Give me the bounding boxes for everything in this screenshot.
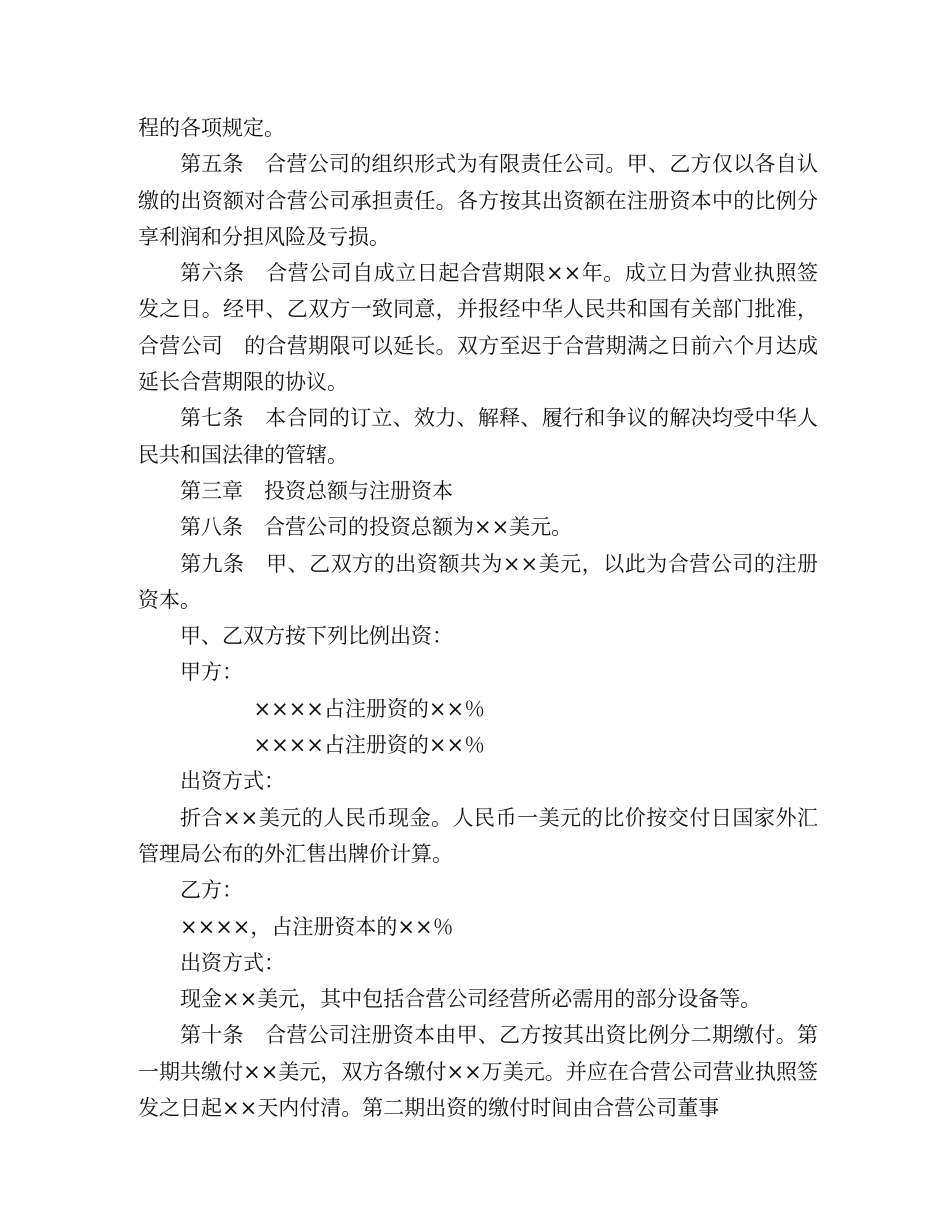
article-9: 第九条 甲、乙双方的出资额共为××美元，以此为合营公司的注册资本。 xyxy=(138,551,818,612)
article-8: 第八条 合营公司的投资总额为××美元。 xyxy=(180,515,573,540)
party-b-share: ××××，占注册资本的××％ xyxy=(180,914,454,939)
party-a-share-1: ××××占注册资的××％ xyxy=(253,696,486,721)
paragraph-continuation: 程的各项规定。 xyxy=(138,116,285,140)
party-a-share-2: ××××占注册资的××％ xyxy=(253,733,486,758)
contribution-intro: 甲、乙双方按下列比例出资： xyxy=(180,624,453,649)
party-b-label: 乙方： xyxy=(180,878,243,903)
party-a-method-text: 折合××美元的人民币现金。人民币一美元的比价按交付日国家外汇管理局公布的外汇售出牌价计算。 xyxy=(138,805,818,866)
party-a-label: 甲方： xyxy=(180,660,243,685)
article-6: 第六条 合营公司自成立日起合营期限××年。成立日为营业执照签发之日。经甲、乙双方一致同意，并报经中华人民共和国有关部门批准，合营公司 的合营期限可以延长。双方至迟于合营期满之日前六个月达成延长合营期限的协议。 xyxy=(138,261,818,395)
party-a-method-label: 出资方式： xyxy=(180,769,285,794)
article-10: 第十条 合营公司注册资本由甲、乙方按其出资比例分二期缴付。第一期共缴付××美元，双方各缴付××万美元。并应在合营公司营业执照签发之日起××天内付清。第二期出资的缴付时间由合营公司董事 xyxy=(138,1023,818,1121)
party-b-method-label: 出资方式： xyxy=(180,950,285,975)
chapter-3-heading: 第三章 投资总额与注册资本 xyxy=(180,478,453,503)
party-b-method-text: 现金××美元，其中包括合营公司经营所必需用的部分设备等。 xyxy=(180,987,762,1012)
document-body xyxy=(138,110,818,1126)
article-5: 第五条 合营公司的组织形式为有限责任公司。甲、乙方仅以各自认缴的出资额对合营公司承担责任。各方按其出资额在注册资本中的比例分享利润和分担风险及亏损。 xyxy=(138,152,818,249)
article-7: 第七条 本合同的订立、效力、解释、履行和争议的解决均受中华人民共和国法律的管辖。 xyxy=(138,406,818,467)
